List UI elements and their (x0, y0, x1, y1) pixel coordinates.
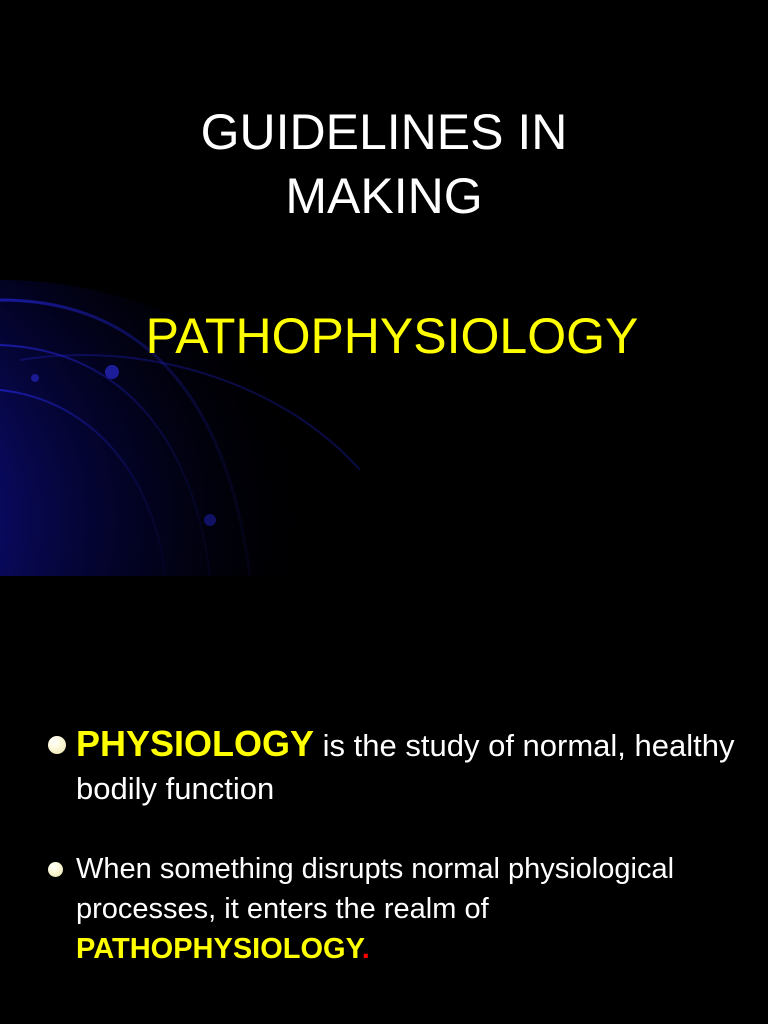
bullet-item (46, 849, 746, 969)
bullet-item (46, 722, 746, 810)
bullet-list (46, 722, 746, 969)
slide-subtitle: PATHOPHYSIOLOGY (145, 308, 639, 364)
title-line-2: MAKING (285, 168, 483, 224)
bullet-text: When something disrupts normal physiological processes, it enters the realm of (76, 853, 675, 925)
bullet-end-mark: . (361, 933, 370, 965)
bullet-dot-icon (48, 862, 63, 877)
bullet-dot-icon (48, 736, 66, 754)
title-line-1: GUIDELINES IN (200, 104, 568, 160)
bullet-term: PHYSIOLOGY (76, 723, 315, 764)
slide-title (0, 100, 768, 228)
bullet-term: PATHOPHYSIOLOGY (76, 933, 362, 965)
bullet-text: is the study of normal, healthy bodily function (76, 728, 735, 806)
